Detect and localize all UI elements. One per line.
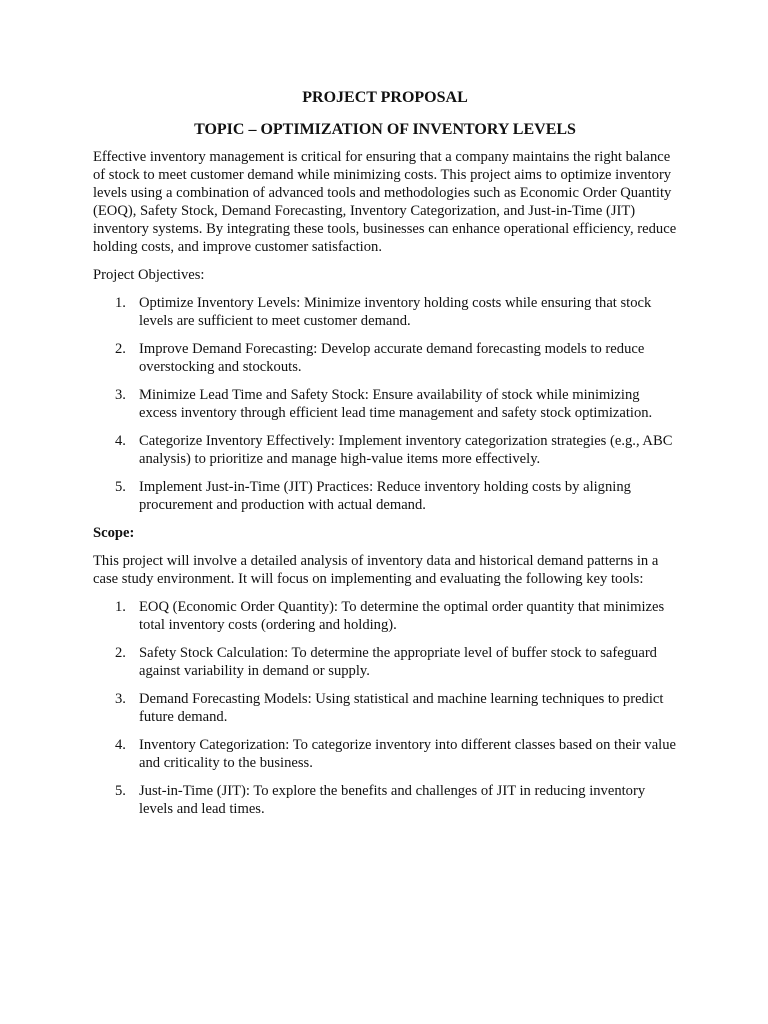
list-item-text: Just-in-Time (JIT): To explore the benefits and challenges of JIT in reducing inventory levels and lead times. — [139, 783, 646, 817]
list-item-text: Safety Stock Calculation: To determine the appropriate level of buffer stock to safeguard against variability in demand or supply. — [139, 645, 657, 679]
intro-paragraph: Effective inventory management is critical for ensuring that a company maintains the right balance of stock to meet customer demand while minimizing costs. This project aims to optimize inventory levels using a combination of advanced tools and methodologies such as Economic Order Quantity (EOQ), Safety Stock, Demand Forecasting, Inventory Categorization, and Just-in-Time (JIT) inventory systems. By integrating these tools, businesses can enhance operational efficiency, reduce holding costs, and improve customer satisfaction. — [93, 149, 677, 255]
list-item-number: 5. — [115, 783, 126, 799]
objectives-list — [93, 294, 677, 514]
tools-list — [93, 598, 677, 818]
list-item-text: Minimize Lead Time and Safety Stock: Ensure availability of stock while minimizing excess inventory through efficient lead time management and safety stock optimization. — [139, 387, 653, 421]
document-topic: TOPIC – OPTIMIZATION OF INVENTORY LEVELS — [194, 121, 576, 138]
list-item-number: 4. — [115, 433, 126, 449]
document-content — [93, 88, 677, 828]
objectives-heading: Project Objectives: — [93, 267, 205, 283]
list-item — [93, 478, 677, 514]
list-item — [93, 340, 677, 376]
list-item — [93, 294, 677, 330]
document-title: PROJECT PROPOSAL — [302, 89, 468, 106]
list-item — [93, 736, 677, 772]
list-item-text: Demand Forecasting Models: Using statistical and machine learning techniques to predict future demand. — [139, 691, 664, 725]
list-item-text: Improve Demand Forecasting: Develop accurate demand forecasting models to reduce overstocking and stockouts. — [139, 341, 645, 375]
list-item — [93, 386, 677, 422]
list-item-text: Categorize Inventory Effectively: Implement inventory categorization strategies (e.g., ABC analysis) to prioritize and manage high-value items more effectively. — [139, 433, 673, 467]
list-item-number: 1. — [115, 295, 126, 311]
list-item — [93, 690, 677, 726]
list-item-number: 3. — [115, 387, 126, 403]
list-item-text: Inventory Categorization: To categorize inventory into different classes based on their value and criticality to the business. — [139, 737, 677, 771]
list-item-number: 2. — [115, 341, 126, 357]
list-item-text: Optimize Inventory Levels: Minimize inventory holding costs while ensuring that stock levels are sufficient to meet customer demand. — [139, 295, 652, 329]
list-item-number: 1. — [115, 599, 126, 615]
scope-paragraph: This project will involve a detailed analysis of inventory data and historical demand patterns in a case study environment. It will focus on implementing and evaluating the following key tools: — [93, 553, 659, 587]
list-item-text: EOQ (Economic Order Quantity): To determine the optimal order quantity that minimizes total inventory costs (ordering and holding). — [139, 599, 665, 633]
list-item — [93, 644, 677, 680]
scope-heading: Scope: — [93, 525, 135, 541]
list-item — [93, 782, 677, 818]
list-item-number: 2. — [115, 645, 126, 661]
list-item-number: 4. — [115, 737, 126, 753]
list-item — [93, 598, 677, 634]
list-item-number: 5. — [115, 479, 126, 495]
list-item — [93, 432, 677, 468]
list-item-text: Implement Just-in-Time (JIT) Practices: Reduce inventory holding costs by aligning procurement and production with actual demand. — [139, 479, 631, 513]
list-item-number: 3. — [115, 691, 126, 707]
